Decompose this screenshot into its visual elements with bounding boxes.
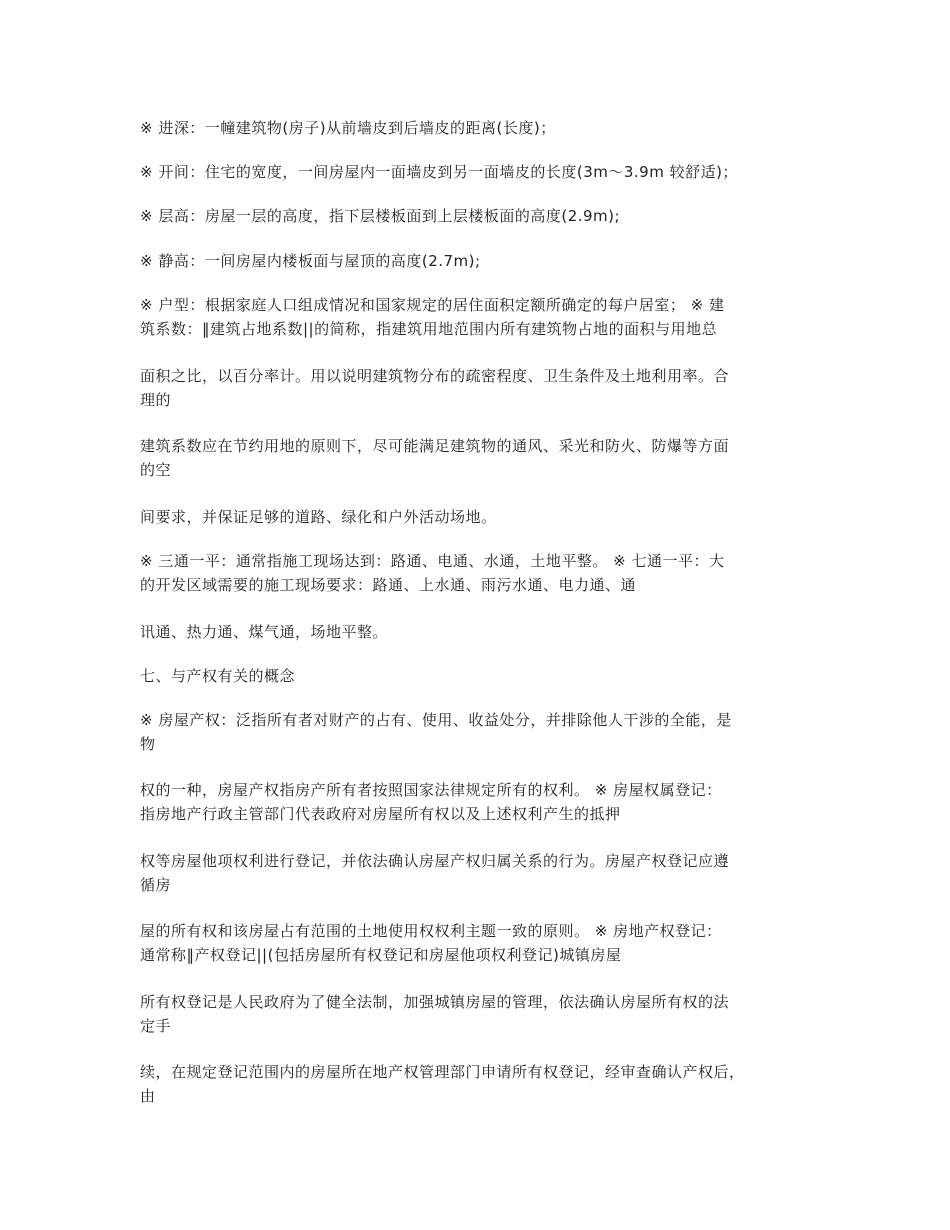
section-heading xyxy=(140,664,812,688)
text-line: 所有权登记是人民政府为了健全法制，加强城镇房屋的管理，依法确认房屋所有权的法 xyxy=(140,993,730,1011)
paragraph-real-estate-registration xyxy=(140,919,812,967)
text-line: ※ 静高：一间房屋内楼板面与屋顶的高度(2.7m); xyxy=(140,252,481,270)
paragraph-clear-height xyxy=(140,249,812,273)
paragraph-ownership-registration xyxy=(140,778,812,826)
text-line: ※ 三通一平：通常指施工现场达到：路通、电通、水通，土地平整。 ※ 七通一平：大 xyxy=(140,552,725,570)
text-line: 面积之比，以百分率计。用以说明建筑物分布的疏密程度、卫生条件及土地利用率。合 xyxy=(140,367,730,385)
text-line: ※ 进深：一幢建筑物(房子)从前墙皮到后墙皮的距离(长度)； xyxy=(140,119,556,137)
text-line: 权的一种，房屋产权指房产所有者按照国家法律规定所有的权利。 ※ 房屋权属登记： xyxy=(140,781,722,799)
text-line: ※ 房屋产权：泛指所有者对财产的占有、使用、收益处分，并排除他人干涉的全能，是 xyxy=(140,711,732,729)
text-line: ※ 开间：住宅的宽度，一间房屋内一面墙皮到另一面墙皮的长度(3m～3.9m 较舒适)； xyxy=(140,163,738,181)
text-line: 物 xyxy=(140,735,156,753)
text-line: ※ 户型：根据家庭人口组成情况和国家规定的居住面积定额所确定的每户居室； ※ 建 xyxy=(140,296,725,314)
text-line: 由 xyxy=(140,1087,156,1105)
paragraph-floor-height xyxy=(140,204,812,228)
paragraph-site-preparation xyxy=(140,549,812,597)
text-line: 续，在规定登记范围内的房屋所在地产权管理部门申请所有权登记，经审查确认产权后， xyxy=(140,1063,745,1081)
text-line: 筑系数：‖建筑占地系数||的简称，指建筑用地范围内所有建筑物占地的面积与用地总 xyxy=(140,320,718,338)
text-line: 权等房屋他项权利进行登记，并依法确认房屋产权归属关系的行为。房屋产权登记应遵 xyxy=(140,852,730,870)
text-line: 理的 xyxy=(140,391,172,409)
text-line: 间要求，并保证足够的道路、绿化和户外活动场地。 xyxy=(140,508,497,526)
text-line: 屋的所有权和该房屋占有范围的土地使用权权利主题一致的原则。 ※ 房地产权登记： xyxy=(140,922,722,940)
text-line: 循房 xyxy=(140,876,172,894)
text-line: 的空 xyxy=(140,461,172,479)
paragraph-registration-procedure xyxy=(140,1060,812,1108)
paragraph-property-right xyxy=(140,708,812,756)
paragraph-unit-type xyxy=(140,293,812,341)
text-line: 建筑系数应在节约用地的原则下，尽可能满足建筑物的通风、采光和防火、防爆等方面 xyxy=(140,437,730,455)
paragraph-utilities xyxy=(140,620,812,644)
paragraph-other-rights xyxy=(140,849,812,897)
text-line: ※ 层高：房屋一层的高度，指下层楼板面到上层楼板面的高度(2.9m); xyxy=(140,207,621,225)
paragraph-building-coefficient xyxy=(140,434,812,482)
paragraph-depth xyxy=(140,116,812,140)
text-line: 通常称‖产权登记||(包括房屋所有权登记和房屋他项权利登记)城镇房屋 xyxy=(140,946,622,964)
paragraph-ratio xyxy=(140,364,812,412)
paragraph-ownership-legal xyxy=(140,990,812,1038)
text-line: 七、与产权有关的概念 xyxy=(140,667,296,685)
text-line: 指房地产行政主管部门代表政府对房屋所有权以及上述权利产生的抵押 xyxy=(140,805,621,823)
paragraph-bay-width xyxy=(140,160,812,184)
text-line: 讯通、热力通、煤气通，场地平整。 xyxy=(140,623,389,641)
text-line: 的开发区域需要的施工现场要求：路通、上水通、雨污水通、电力通、通 xyxy=(140,576,637,594)
text-line: 定手 xyxy=(140,1017,172,1035)
paragraph-space-requirements xyxy=(140,505,812,529)
